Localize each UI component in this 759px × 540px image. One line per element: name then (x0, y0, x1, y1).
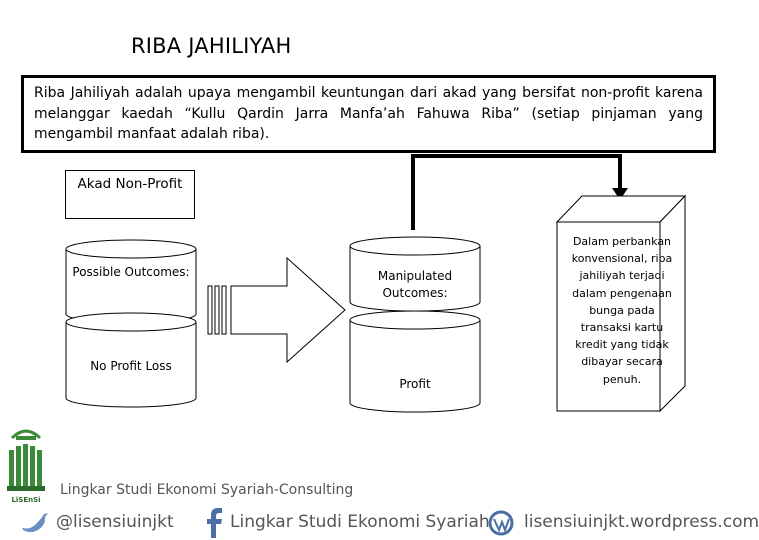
footer (0, 412, 759, 540)
website-link[interactable]: lisensiuinjkt.wordpress.com (524, 512, 759, 532)
right-box-text: Dalam perbankan konvensional, riba jahiliyah terjadi dalam pengenaan bunga pada transaksi kartu kredit yang tidak dibayar secara penuh. (571, 235, 673, 386)
twitter-icon (20, 510, 50, 534)
middle-cylinder-top-label: Manipulated Outcomes: (377, 269, 453, 300)
akad-non-profit-box: Akad Non-Profit (65, 170, 195, 219)
page-title: RIBA JAHILIYAH (131, 34, 292, 58)
definition-text: Riba Jahiliyah adalah upaya mengambil keuntungan dari akad yang bersifat non-profit karena melanggar kaedah “Kullu Qardin Jarra Manfa’ah Fahuwa Riba” (setiap pinjaman yang mengambil manfaat adalah riba). (34, 85, 703, 142)
facebook-page[interactable]: Lingkar Studi Ekonomi Syariah (230, 512, 490, 532)
block-arrow (208, 258, 345, 362)
wordpress-icon (488, 510, 518, 536)
twitter-handle[interactable]: @lisensiuinjkt (56, 512, 174, 532)
logo-text: LiSEnSi (11, 496, 41, 504)
middle-cylinder-bottom-label: Profit (399, 377, 431, 391)
left-cylinder-bottom-label: No Profit Loss (90, 359, 172, 373)
lisensi-logo-icon (4, 416, 48, 506)
facebook-icon (203, 508, 225, 538)
org-name: Lingkar Studi Ekonomi Syariah-Consulting (60, 482, 354, 498)
left-cylinder-top-label: Possible Outcomes: (72, 265, 190, 279)
